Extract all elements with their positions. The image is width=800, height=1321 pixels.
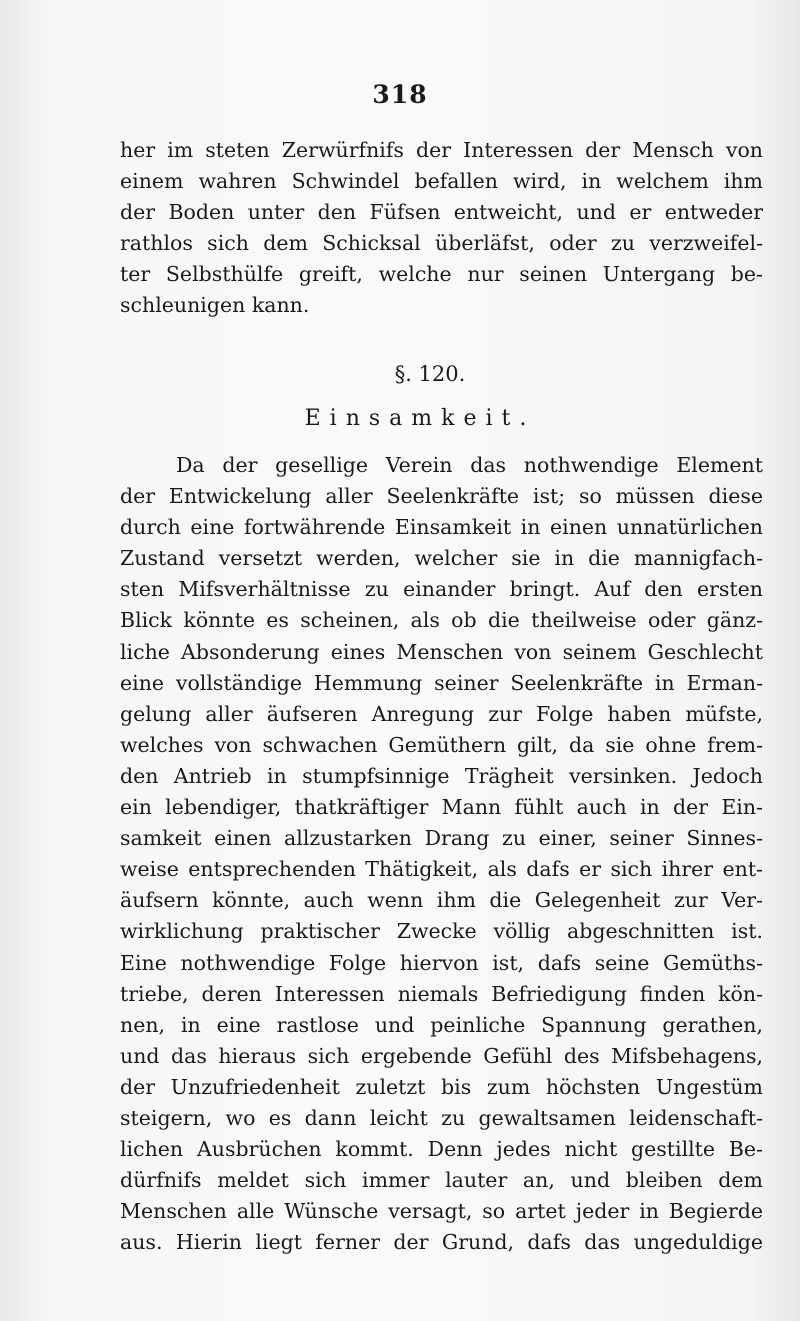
text-line: Menschen alle Wünsche versagt, so artet jeder in Begierde bbox=[120, 1199, 763, 1224]
text-line: Zustand versetzt werden, welcher sie in die mannigfach- bbox=[120, 546, 763, 571]
text-line: äufsern könnte, auch wenn ihm die Gelegenheit zur Ver- bbox=[120, 888, 763, 913]
text-line: schleunigen kann. bbox=[120, 293, 310, 318]
text-line: der Entwickelung aller Seelenkräfte ist; so müssen diese bbox=[120, 484, 763, 509]
text-line: weise entsprechenden Thätigkeit, als dafs er sich ihrer ent- bbox=[120, 857, 763, 882]
text-line: liche Absonderung eines Menschen von seinem Geschlecht bbox=[120, 639, 763, 664]
text-line: eine vollständige Hemmung seiner Seelenkräfte in Erman- bbox=[120, 670, 763, 695]
text-line: rathlos sich dem Schicksal überläfst, oder zu verzweifel- bbox=[120, 231, 763, 256]
text-line: und das hieraus sich ergebende Gefühl des Mifsbehagens, bbox=[120, 1043, 763, 1068]
text-line: Blick könnte es scheinen, als ob die theilweise oder gänz- bbox=[120, 608, 763, 633]
section-number: §. 120. bbox=[394, 362, 466, 386]
text-line: welches von schwachen Gemüthern gilt, da sie ohne frem- bbox=[120, 732, 763, 757]
text-line: Da der gesellige Verein das nothwendige Element bbox=[176, 453, 763, 477]
paragraph-continuation bbox=[120, 135, 763, 322]
section-title: Einsamkeit. bbox=[304, 406, 536, 431]
text-line: der Boden unter den Füfsen entweicht, und er entweder bbox=[120, 200, 763, 225]
text-line: triebe, deren Interessen niemals Befriedigung finden kön- bbox=[120, 981, 763, 1006]
paragraph-einsamkeit bbox=[120, 450, 763, 1258]
text-line: aus. Hierin liegt ferner der Grund, dafs das ungeduldige bbox=[120, 1230, 763, 1255]
text-line: Eine nothwendige Folge hiervon ist, dafs seine Gemüths- bbox=[120, 950, 763, 975]
text-line: der Unzufriedenheit zuletzt bis zum höchsten Ungestüm bbox=[120, 1074, 763, 1099]
text-line: durch eine fortwährende Einsamkeit in einen unnatürlichen bbox=[120, 515, 763, 540]
text-line: wirklichung praktischer Zwecke völlig abgeschnitten ist. bbox=[120, 919, 763, 944]
text-line: steigern, wo es dann leicht zu gewaltsamen leidenschaft- bbox=[120, 1105, 763, 1130]
text-line: ein lebendiger, thatkräftiger Mann fühlt auch in der Ein- bbox=[120, 795, 763, 820]
page-number: 318 bbox=[372, 80, 428, 109]
text-line: den Antrieb in stumpfsinnige Trägheit versinken. Jedoch bbox=[120, 763, 763, 788]
text-line: gelung aller äufseren Anregung zur Folge haben müfste, bbox=[120, 701, 763, 726]
text-line: dürfnifs meldet sich immer lauter an, und bleiben dem bbox=[120, 1168, 763, 1193]
text-line: sten Mifsverhältnisse zu einander bringt. Auf den ersten bbox=[120, 577, 763, 602]
text-line: nen, in eine rastlose und peinliche Spannung gerathen, bbox=[120, 1012, 763, 1037]
text-line: lichen Ausbrüchen kommt. Denn jedes nicht gestillte Be- bbox=[120, 1137, 763, 1162]
text-line: her im steten Zerwürfnifs der Interessen der Mensch von bbox=[120, 138, 763, 162]
text-line: ter Selbsthülfe greift, welche nur seinen Untergang be- bbox=[120, 262, 763, 287]
text-line: einem wahren Schwindel befallen wird, in welchem ihm bbox=[120, 169, 763, 194]
text-line: samkeit einen allzustarken Drang zu einer, seiner Sinnes- bbox=[120, 826, 763, 851]
